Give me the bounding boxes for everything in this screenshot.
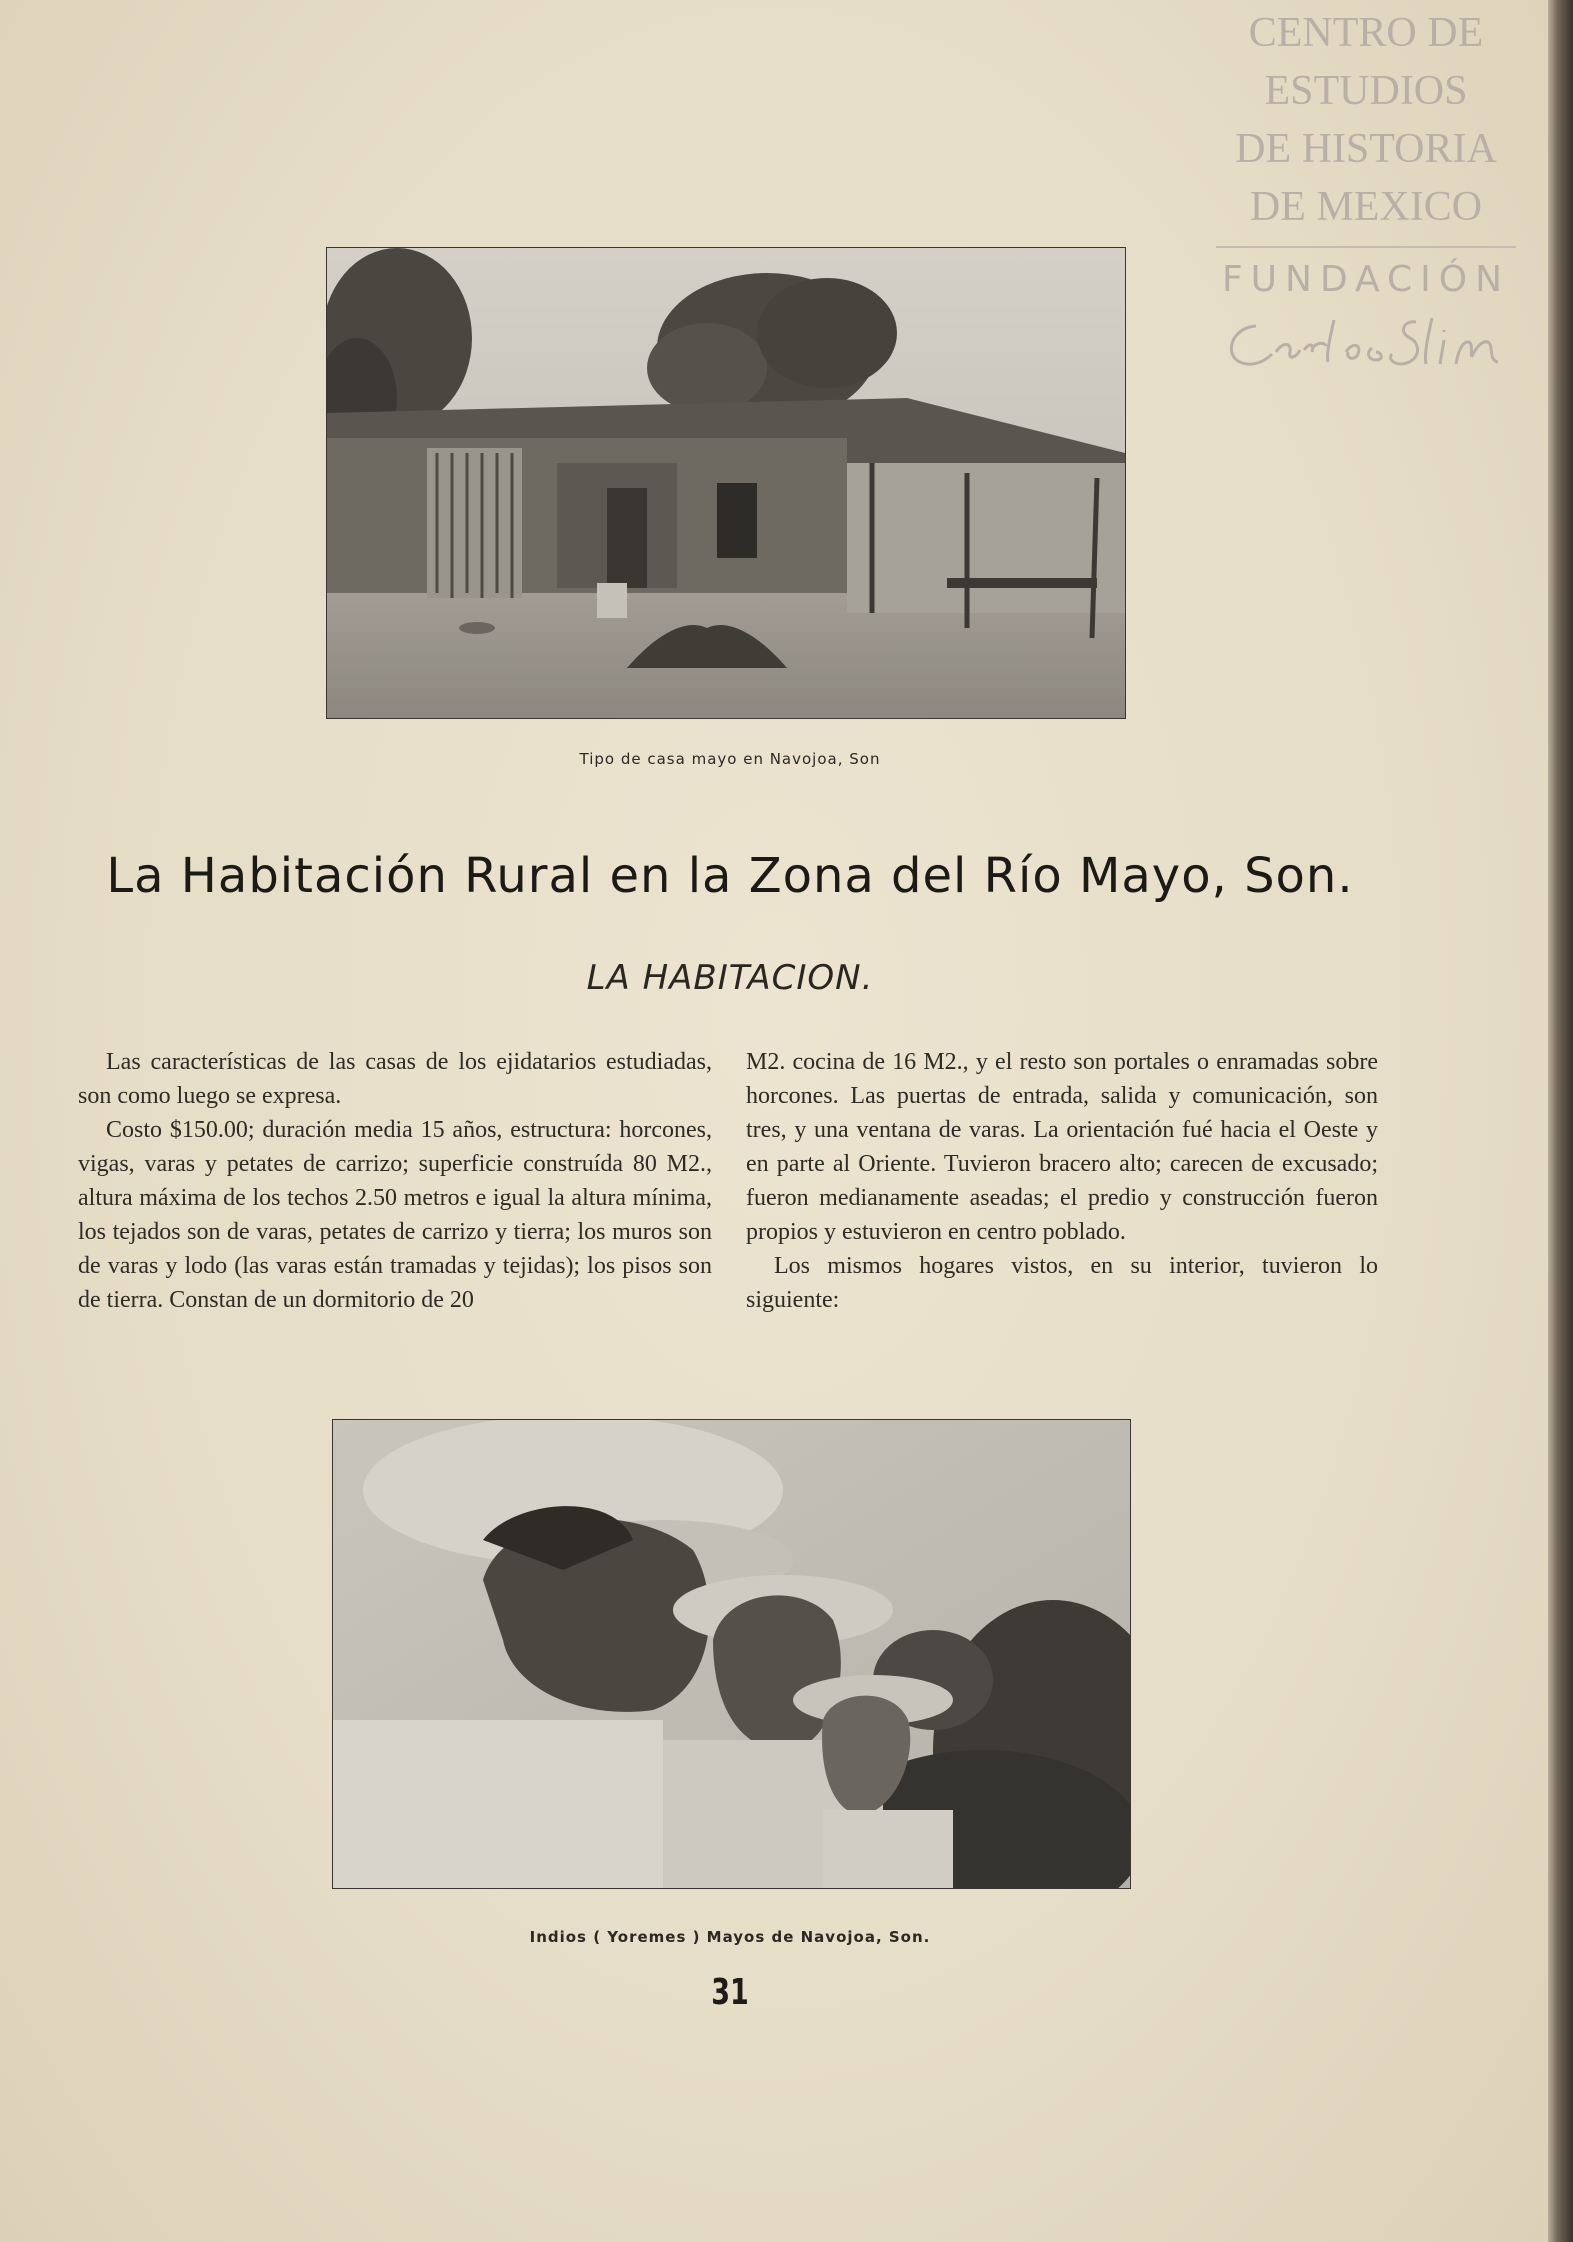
- watermark-line: DE HISTORIA: [1235, 126, 1497, 172]
- watermark-line: CENTRO DE: [1248, 10, 1484, 56]
- watermark: [1216, 4, 1516, 394]
- watermark-rule: [1216, 246, 1516, 248]
- paragraph: Los mismos hogares vistos, en su interior, tuvieron lo siguiente:: [746, 1253, 1378, 1313]
- photo-caption: Tipo de casa mayo en Navojoa, Son: [579, 750, 881, 768]
- text-column-right: [746, 1045, 1378, 1317]
- page-edge: [1548, 0, 1573, 2242]
- watermark-fundacion: FUNDACIÓN: [1221, 259, 1511, 300]
- photo-caption: Indios ( Yoremes ) Mayos de Navojoa, Son.: [529, 1928, 931, 1946]
- watermark-line: DE MEXICO: [1249, 184, 1483, 230]
- photo-rural-house: [327, 248, 1125, 718]
- article-title: La Habitación Rural en la Zona del Río Mayo, Son.: [106, 848, 1354, 904]
- photo-yoremes-image: [333, 1420, 1130, 1888]
- paragraph: Las características de las casas de los ejidatarios estudiadas, son como luego se expresa.: [78, 1049, 712, 1109]
- photo-yoremes: [333, 1420, 1130, 1888]
- photo-rural-house-image: [327, 248, 1125, 718]
- watermark-line: ESTUDIOS: [1264, 68, 1468, 114]
- signature-logo: [1216, 308, 1516, 378]
- article-subtitle: LA HABITACION.: [586, 958, 874, 998]
- text-column-left: [78, 1045, 712, 1317]
- page-number: 31: [711, 1972, 749, 2013]
- paragraph: Costo $150.00; duración media 15 años, estructura: horcones, vigas, varas y petates de carrizo; superficie construída 80 M2., altura máxima de los techos 2.50 metros e igual la altura mínima, los tejados son de varas, petates de carrizo y tierra; los muros son de varas y lodo (las varas están tramadas y tejidas); los pisos son de tierra. Constan de un dormitorio de 20: [78, 1117, 712, 1313]
- paragraph: M2. cocina de 16 M2., y el resto son portales o enramadas sobre horcones. Las puertas de entrada, salida y comunicación, son tres, y una ventana de varas. La orientación fué hacia el Oeste y en parte al Oriente. Tuvieron bracero alto; carecen de excusado; fueron medianamente aseadas; el predio y construcción fueron propios y estuvieron en centro poblado.: [746, 1049, 1378, 1245]
